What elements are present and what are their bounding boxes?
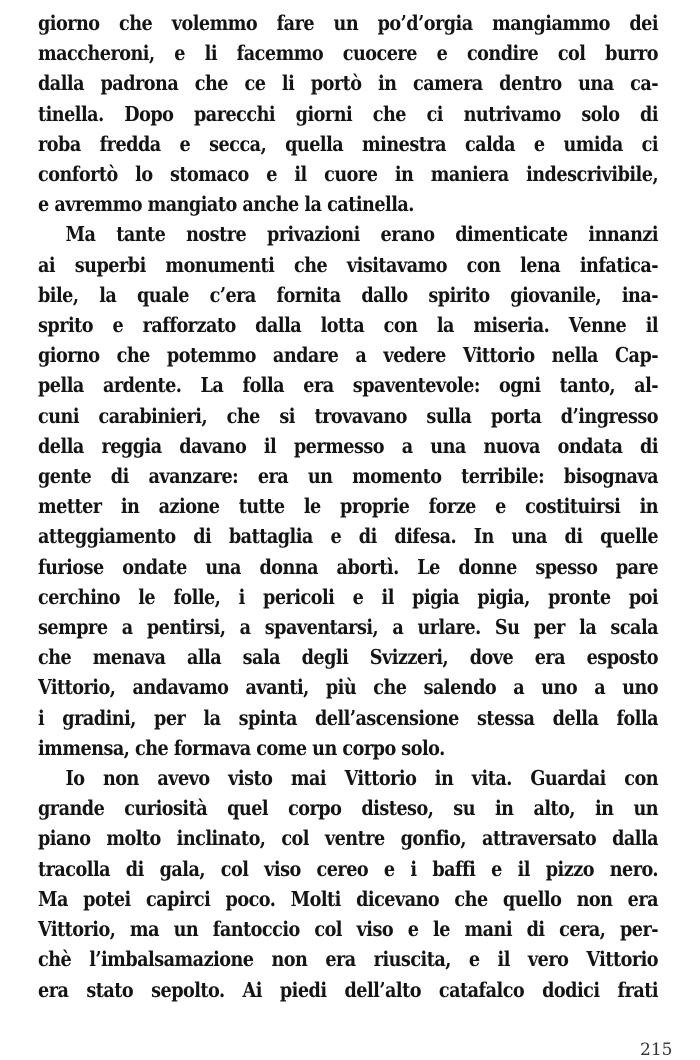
page-number: 215 [640, 1040, 673, 1060]
text-line: tracolla di gala, col viso cereo e i baffi e il pizzo nero. [38, 856, 659, 881]
text-line: Ma potei capirci poco. Molti dicevano che quello non era [38, 886, 659, 911]
text-line: sprito e rafforzato dalla lotta con la miseria. Venne il [38, 313, 659, 338]
text-line: cerchino le folle, i pericoli e il pigia pigia, pronte poi [38, 584, 659, 609]
text-line: giorno che potemmo andare a vedere Vittorio nella Cap- [38, 343, 659, 368]
text-line: sempre a pentirsi, a spaventarsi, a urlare. Su per la scala [38, 615, 659, 640]
text-line: atteggiamento di battaglia e di difesa. In una di quelle [38, 524, 659, 549]
text-line: grande curiosità quel corpo disteso, su in alto, in un [38, 796, 659, 821]
text-line: ai superbi monumenti che visitavamo con lena infatica- [38, 252, 659, 277]
text-line: cuni carabinieri, che si trovavano sulla porta d’ingresso [38, 403, 659, 428]
text-line: chè l’imbalsamazione non era riuscita, e il vero Vittorio [38, 947, 659, 972]
page-body [38, 8, 658, 1005]
text-line: tinella. Dopo parecchi giorni che ci nutrivamo solo di [38, 101, 659, 126]
paragraph-first-line: Ma tante nostre privazioni erano dimenticate innanzi [65, 222, 659, 247]
text-line: i gradini, per la spinta dell’ascensione stessa della folla [38, 705, 659, 730]
text-line: furiose ondate una donna abortì. Le donne spesso pare [38, 554, 659, 579]
text-line: Vittorio, andavamo avanti, più che salendo a uno a uno [38, 675, 659, 700]
text-line: gente di avanzare: era un momento terribile: bisognava [38, 464, 659, 489]
text-line: che menava alla sala degli Svizzeri, dove era esposto [38, 645, 659, 670]
text-line: maccheroni, e li facemmo cuocere e condire col burro [38, 41, 659, 66]
text-line: e avremmo mangiato anche la catinella. [38, 192, 414, 217]
text-line: era stato sepolto. Ai piedi dell’alto catafalco dodici frati [38, 977, 659, 1002]
paragraph-first-line: Io non avevo visto mai Vittorio in vita. Guardai con [65, 766, 659, 791]
text-line: metter in azione tutte le proprie forze e costituirsi in [38, 494, 659, 519]
text-line: pella ardente. La folla era spaventevole: ogni tanto, al- [38, 373, 659, 398]
text-line: piano molto inclinato, col ventre gonfio, attraversato dalla [38, 826, 659, 851]
text-line: dalla padrona che ce li portò in camera dentro una ca- [38, 71, 659, 96]
text-line: roba fredda e secca, quella minestra calda e umida ci [38, 131, 659, 156]
text-line: giorno che volemmo fare un po’d’orgia mangiammo dei [38, 11, 659, 35]
text-line: immensa, che formava come un corpo solo. [38, 735, 445, 760]
text-line: bile, la quale c’era fornita dallo spirito giovanile, ina- [38, 282, 659, 307]
text-line: della reggia davano il permesso a una nuova ondata di [38, 433, 659, 458]
text-line: Vittorio, ma un fantoccio col viso e le mani di cera, per- [38, 917, 659, 942]
text-line: confortò lo stomaco e il cuore in maniera indescrivibile, [38, 162, 659, 187]
